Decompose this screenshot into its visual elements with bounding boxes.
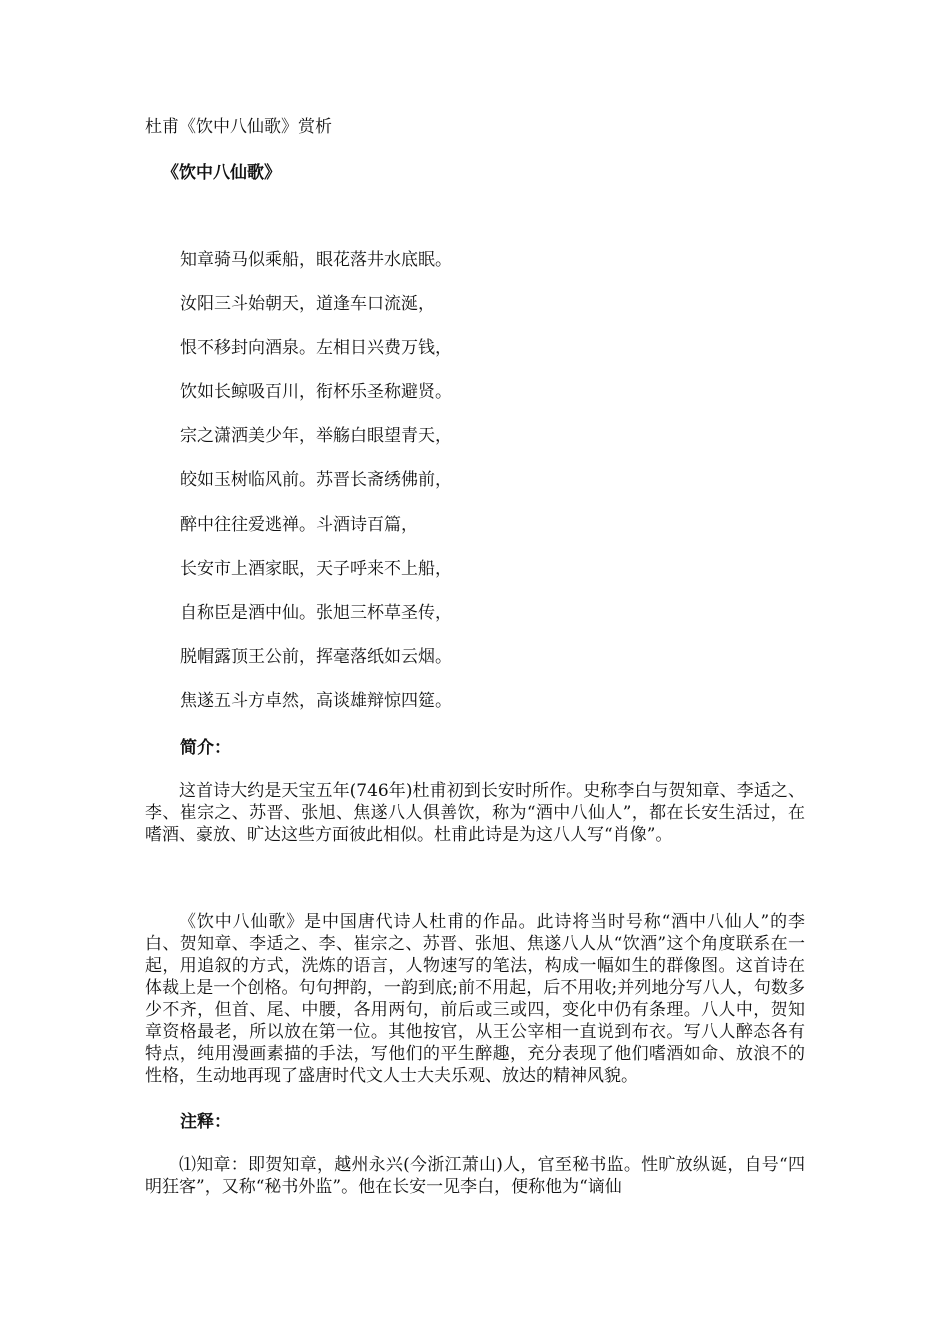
note-paragraph: ⑴知章：即贺知章，越州永兴(今浙江萧山)人，官至秘书监。性旷放纵诞，自号“四明狂客”，又称“秘书外监”。他在长安一见李白，便称他为“谪仙 (145, 1155, 805, 1197)
poem-line: 长安市上酒家眠，天子呼来不上船， (180, 558, 452, 579)
poem-line: 自称臣是酒中仙。张旭三杯草圣传， (180, 602, 452, 623)
poem-line: 皎如玉树临风前。苏晋长斋绣佛前， (180, 470, 452, 491)
intro-paragraph: 《饮中八仙歌》是中国唐代诗人杜甫的作品。此诗将当时号称“酒中八仙人”的李白、贺知章、李适之、李、崔宗之、苏晋、张旭、焦遂八人从“饮酒”这个角度联系在一起，用追叙的方式，洗炼的语言，人物速写的笔法，构成一幅如生的群像图。这首诗在体裁上是一个创格。句句押韵，一韵到底;前不用起，后不用收;并列地分写八人，句数多少不齐，但首、尾、中腰，各用两句，前后或三或四，变化中仍有条理。八人中，贺知章资格最老，所以放在第一位。其他按官，从王公宰相一直说到布衣。写八人醉态各有特点，纯用漫画素描的手法，写他们的平生醉趣，充分表现了他们嗜酒如命、放浪不的性格，生动地再现了盛唐时代文人士大夫乐观、放达的精神风貌。 (145, 912, 805, 1086)
intro-paragraph: 这首诗大约是天宝五年(746年)杜甫初到长安时所作。史称李白与贺知章、李适之、李、崔宗之、苏晋、张旭、焦遂八人俱善饮，称为“酒中八仙人”，都在长安生活过，在嗜酒、豪放、旷达这些方面彼此相似。杜甫此诗是为这八人写“肖像”。 (145, 781, 805, 845)
poem-line: 恨不移封向酒泉。左相日兴费万钱， (180, 338, 452, 359)
poem-line: 焦遂五斗方卓然，高谈雄辩惊四筵。 (180, 690, 452, 711)
poem-line: 知章骑马似乘船，眼花落井水底眠。 (180, 250, 452, 270)
poem-title: 《饮中八仙歌》 (162, 163, 281, 183)
intro-heading: 简介： (180, 738, 231, 758)
poem-line: 汝阳三斗始朝天，道逢车口流涎， (180, 294, 435, 315)
poem-line: 宗之潇洒美少年，举觞白眼望青天， (180, 426, 452, 447)
poem-body (180, 249, 452, 734)
poem-line: 脱帽露顶王公前，挥毫落纸如云烟。 (180, 646, 452, 667)
poem-line: 醉中往往爱逃禅。斗酒诗百篇， (180, 514, 418, 535)
notes-heading: 注释： (180, 1112, 231, 1132)
poem-line: 饮如长鲸吸百川，衔杯乐圣称避贤。 (180, 382, 452, 403)
document-title: 杜甫《饮中八仙歌》赏析 (145, 117, 332, 137)
